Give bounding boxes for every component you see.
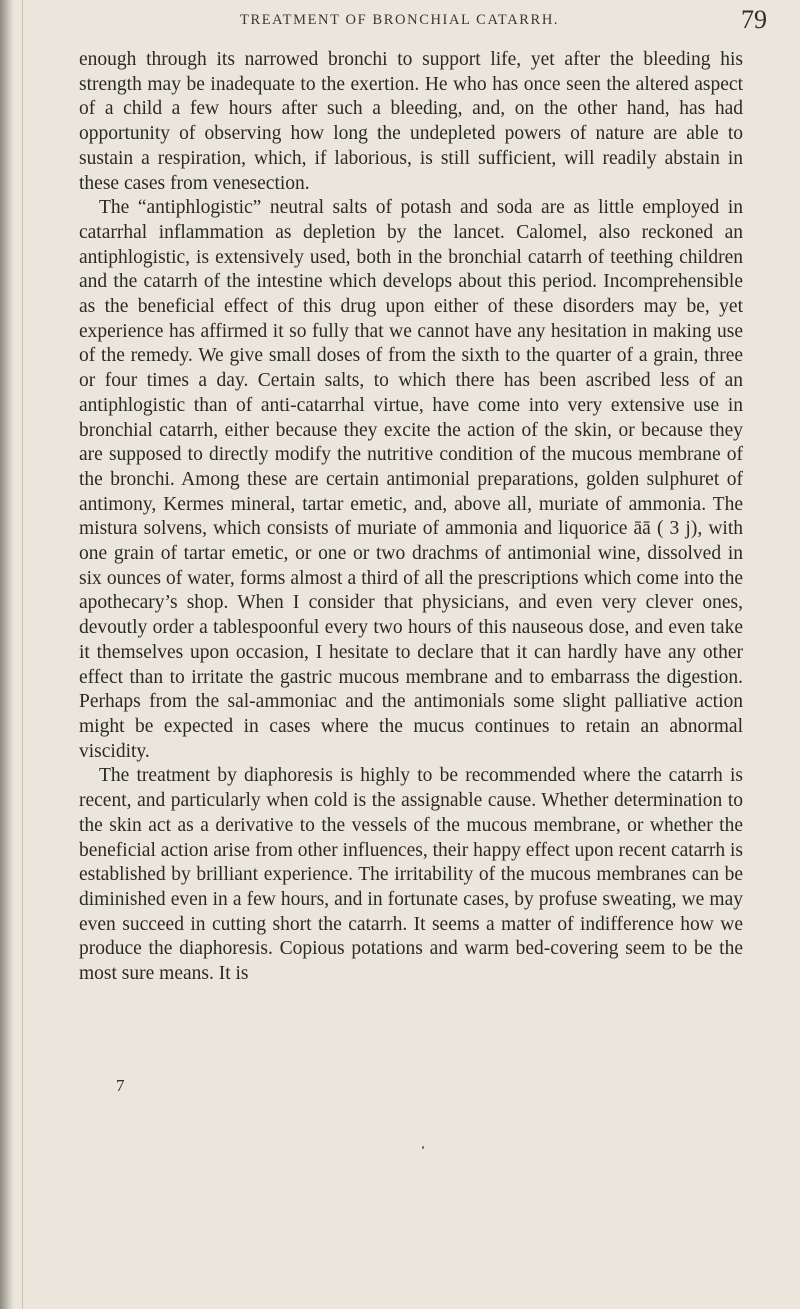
paragraph-3: The treatment by diaphoresis is highly to be recommended where the catarrh is recent, and particularly when cold is the assignable cause. Whether determination to the skin act as a derivative to the vessels of the mucous membrane, or whether the beneficial action arise from other influences, their happy effect upon recent catarrh is established by brilliant experience. The irritability of the mucous membranes can be diminished even in a few hours, and in fortunate cases, by profuse sweating, we may even succeed in cutting short the catarrh. It seems a matter of indifference how we produce the diaphoresis. Copious potations and warm bed-covering seem to be the most sure means. It is <box>79 765 743 985</box>
page-header <box>0 4 800 40</box>
book-spine-shadow <box>0 0 14 1309</box>
gutter-line <box>22 0 23 1309</box>
paragraph-2: The “antiphlogistic” neutral salts of potash and soda are as little employed in catarrhal inflammation as depletion by the lancet. Calomel, also reckoned an antiphlogistic, is extensively used, both in the bronchial catarrh of teething children and the catarrh of the intestine which develops about this period. Incomprehensible as the beneficial effect of this drug upon either of these disorders may be, yet experience has affirmed it so fully that we cannot have any hesitation in making use of the remedy. We give small doses of from the sixth to the quarter of a grain, three or four times a day. Certain salts, to which there has been ascribed less of an antiphlogistic than of anti-catarrhal virtue, have come into very extensive use in bronchial catarrh, either because they excite the action of the skin, or because they are supposed to directly modify the nutritive condition of the mucous membrane of the bronchi. Among these are certain antimonial preparations, golden sulphuret of antimony, Kermes mineral, tartar emetic, and, above all, muriate of ammonia. The mistura solvens, which consists of muriate of ammonia and liquorice āā ( 3 j), with one grain of tartar emetic, or one or two drachms of antimonial wine, dissolved in six ounces of water, forms almost a third of all the prescriptions which come into the apothecary’s shop. When I consider that physicians, and even very clever ones, devoutly order a tablespoonful every two hours of this nauseous dose, and even take it themselves upon occasion, I hesitate to declare that it can hardly have any other effect than to irritate the gastric mucous membrane and to embarrass the digestion. Perhaps from the sal-ammoniac and the antimonials some slight palliative action might be expected in cases where the mucus continues to retain an abnormal viscidity. <box>79 197 743 762</box>
paragraph-1: enough through its narrowed bronchi to support life, yet after the bleeding his strength may be inadequate to the exertion. He who has once seen the altered aspect of a child a few hours after such a bleeding, and, on the other hand, has had opportunity of observing how long the undepleted powers of nature are able to sustain a respiration, which, if laborious, is still sufficient, will readily abstain in these cases from venesection. <box>79 49 743 194</box>
page-number: 79 <box>741 5 767 34</box>
signature-mark: 7 <box>116 1076 125 1095</box>
page-body <box>79 48 743 987</box>
running-head: TREATMENT OF BRONCHIAL CATARRH. <box>240 12 560 28</box>
ink-speck <box>422 1146 424 1149</box>
